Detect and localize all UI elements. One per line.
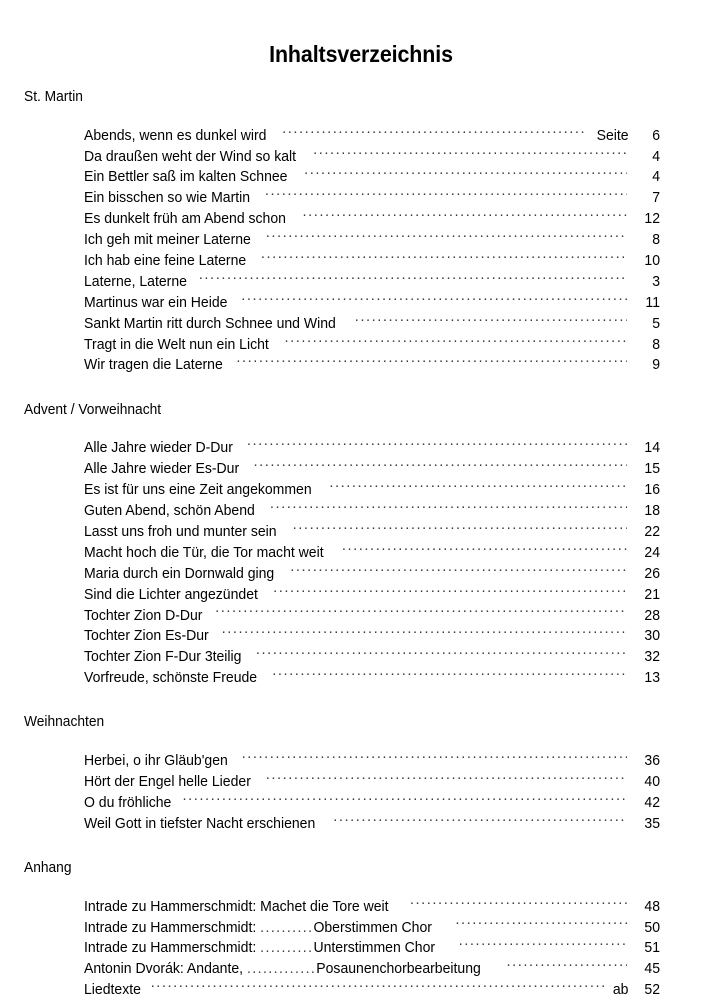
entry-page-number: 35 [631,815,660,834]
section-heading: St. Martin [24,88,687,107]
dot-leader [290,563,627,578]
entry-title: Liedtexte [84,981,145,1000]
inline-dot-run: .......... [260,940,313,956]
entry-page-number: 52 [631,981,660,1000]
dot-leader [285,334,628,349]
inline-dot-run: ............. [247,961,316,977]
entry-page-number: 8 [631,336,660,355]
dot-leader [265,188,627,203]
toc-section [0,88,722,376]
dot-leader [459,938,627,953]
entry-page-number: 8 [631,231,660,250]
dot-leader [256,647,627,662]
inline-dot-run: .......... [260,920,313,936]
dot-leader [342,542,627,557]
entry-page-number: 32 [631,648,660,667]
entry-title: Ein Bettler saß im kalten Schnee [84,168,291,187]
dot-leader [222,626,627,641]
entry-title: Es ist für uns eine Zeit angekommen [84,481,315,500]
entry-page-number: 36 [631,752,660,771]
entry-list [0,438,722,689]
entry-page-number: 48 [631,898,660,917]
toc-entry[interactable] [84,355,660,376]
entry-page-number: 28 [631,607,660,626]
entry-page-number: 6 [631,127,660,146]
entry-list [0,896,722,1000]
dot-leader [242,750,627,765]
entry-title: Maria durch ein Dornwald ging [84,565,278,584]
entry-page-number: 40 [631,773,660,792]
dot-leader [199,271,627,286]
entry-title: O du fröhliche [84,794,175,813]
dot-leader [266,229,627,244]
toc-section [0,713,722,834]
dot-leader [241,292,627,307]
entry-page-number: 15 [631,460,660,479]
entry-note: ab [608,981,630,1000]
toc-entry[interactable] [84,667,660,688]
dot-leader [355,313,627,328]
entry-page-number: 4 [631,168,660,187]
entry-title: Martinus war ein Heide [84,294,231,313]
toc-entry[interactable] [84,980,660,1000]
entry-title: Tochter Zion F-Dur 3teilig [84,648,245,667]
dot-leader [272,667,627,682]
entry-page-number: 5 [631,315,660,334]
dot-leader [151,980,604,995]
dot-leader [293,521,627,536]
entry-title: Intrade zu Hammerschmidt: Machet die Tore weit [84,898,392,917]
entry-page-number: 14 [631,439,660,458]
dot-leader [273,584,627,599]
dot-leader [261,250,627,265]
entry-page-number: 24 [631,544,660,563]
entry-page-number: 11 [631,294,660,313]
dot-leader [329,479,627,494]
entry-page-number: 13 [631,669,660,688]
entry-page-number: 9 [631,356,660,375]
entry-title: Antonin Dvorák: Andante, .............Posaunenchorbearbeitung [84,960,485,979]
entry-list [0,125,722,376]
entry-page-number: 21 [631,586,660,605]
dot-leader [266,771,627,786]
entry-page-number: 45 [631,960,660,979]
entry-title: Ich hab eine feine Laterne [84,252,250,271]
toc-section [0,401,722,689]
section-heading: Advent / Vorweihnacht [24,401,687,420]
entry-title: Da draußen weht der Wind so kalt [84,148,300,167]
entry-title: Wir tragen die Laterne [84,356,227,375]
entry-title: Laterne, Laterne [84,273,191,292]
entry-title: Tochter Zion D-Dur [84,607,206,626]
entry-title: Abends, wenn es dunkel wird [84,127,270,146]
dot-leader [282,125,586,140]
dot-leader [333,813,627,828]
entry-page-number: 10 [631,252,660,271]
section-heading: Anhang [24,859,687,878]
entry-title: Sind die Lichter angezündet [84,586,262,605]
entry-page-number: 26 [631,565,660,584]
entry-page-number: 30 [631,627,660,646]
entry-title: Weil Gott in tiefster Nacht erschienen [84,815,319,834]
table-of-contents [0,88,722,1000]
entry-title: Ich geh mit meiner Laterne [84,231,255,250]
entry-page-number: 16 [631,481,660,500]
entry-title: Intrade zu Hammerschmidt: ..........Oberstimmen Chor [84,919,436,938]
entry-page-number: 12 [631,210,660,229]
dot-leader [270,500,627,515]
toc-entry[interactable] [84,813,660,834]
entry-title: Lasst uns froh und munter sein [84,523,280,542]
entry-title: Tochter Zion Es-Dur [84,627,213,646]
dot-leader [304,167,627,182]
entry-title: Es dunkelt früh am Abend schon [84,210,290,229]
dot-leader [215,605,627,620]
entry-title: Macht hoch die Tür, die Tor macht weit [84,544,327,563]
page-title: Inhaltsverzeichnis [25,41,696,67]
entry-title: Guten Abend, schön Abend [84,502,259,521]
toc-section [0,859,722,1000]
dot-leader [313,146,627,161]
entry-page-number: 7 [631,189,660,208]
entry-page-number: 4 [631,148,660,167]
entry-page-number: 42 [631,794,660,813]
entry-title: Vorfreude, schönste Freude [84,669,261,688]
section-heading: Weihnachten [24,713,687,732]
dot-leader [455,917,627,932]
entry-title: Ein bisschen so wie Martin [84,189,254,208]
dot-leader [507,959,627,974]
entry-title: Sankt Martin ritt durch Schnee und Wind [84,315,340,334]
entry-page-number: 18 [631,502,660,521]
entry-title: Alle Jahre wieder D-Dur [84,439,237,458]
entry-note: Seite [591,127,630,146]
entry-title: Alle Jahre wieder Es-Dur [84,460,243,479]
dot-leader [182,792,627,807]
entry-page-number: 22 [631,523,660,542]
entry-list [0,750,722,834]
dot-leader [253,459,627,474]
dot-leader [247,438,627,453]
dot-leader [302,209,627,224]
entry-page-number: 3 [631,273,660,292]
entry-title: Intrade zu Hammerschmidt: ..........Unterstimmen Chor [84,939,439,958]
entry-page-number: 51 [631,939,660,958]
entry-page-number: 50 [631,919,660,938]
entry-title: Tragt in die Welt nun ein Licht [84,336,273,355]
entry-title: Herbei, o ihr Gläub'gen [84,752,232,771]
dot-leader [410,896,627,911]
entry-title: Hört der Engel helle Lieder [84,773,255,792]
dot-leader [236,355,627,370]
